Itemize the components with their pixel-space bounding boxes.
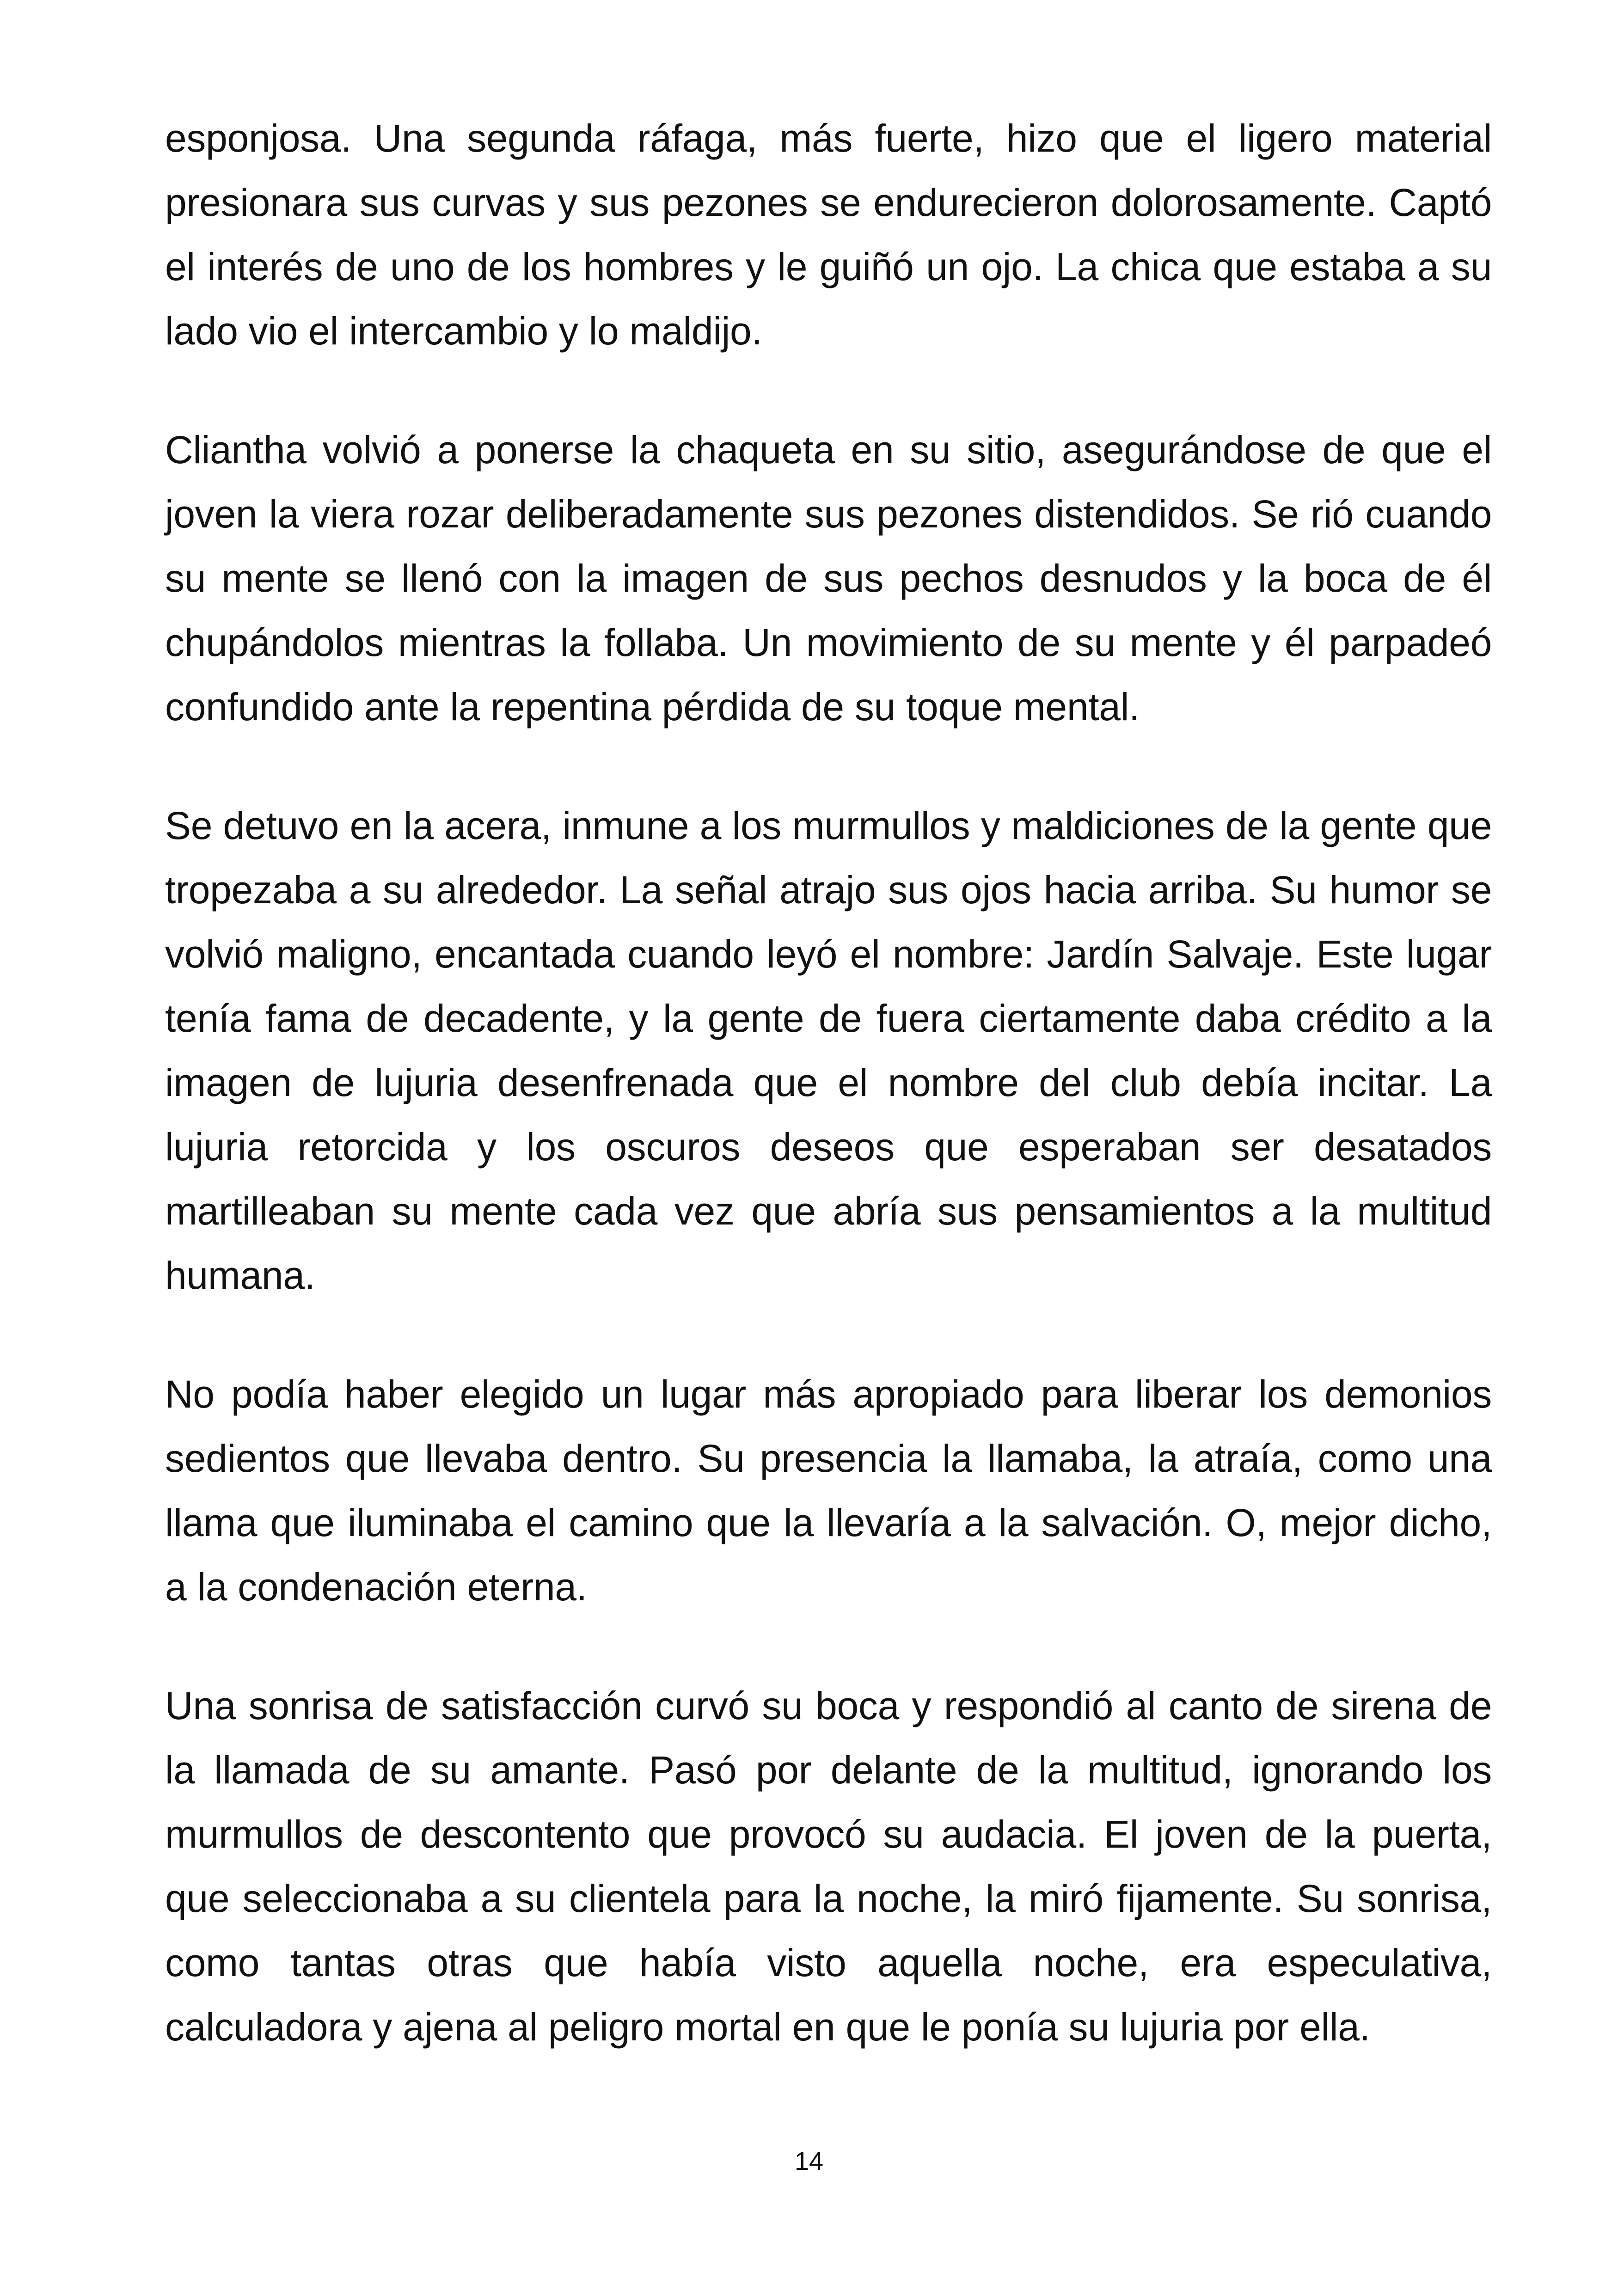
text-body [165, 106, 1492, 2059]
paragraph: Una sonrisa de satisfacción curvó su boca y respondió al canto de sirena de la llamada de su amante. Pasó por delante de la multitud, ignorando los murmullos de descontento que provocó su audacia. El joven de la puerta, que seleccionaba a su clientela para la noche, la miró fijamente. Su sonrisa, como tantas otras que había visto aquella noche, era especulativa, calculadora y ajena al peligro mortal en que le ponía su lujuria por ella. [165, 1684, 1492, 2049]
paragraph: esponjosa. Una segunda ráfaga, más fuerte, hizo que el ligero material presionara sus curvas y sus pezones se endurecieron dolorosamente. Captó el interés de uno de los hombres y le guiñó un ojo. La chica que estaba a su lado vio el intercambio y lo maldijo. [165, 116, 1492, 353]
paragraph: Se detuvo en la acera, inmune a los murmullos y maldiciones de la gente que tropezaba a su alrededor. La señal atrajo sus ojos hacia arriba. Su humor se volvió maligno, encantada cuando leyó el nombre: Jardín Salvaje. Este lugar tenía fama de decadente, y la gente de fuera ciertamente daba crédito a la imagen de lujuria desenfrenada que el nombre del club debía incitar. La lujuria retorcida y los oscuros deseos que esperaban ser desatados martilleaban su mente cada vez que abría sus pensamientos a la multitud humana. [165, 804, 1492, 1297]
paragraph: Cliantha volvió a ponerse la chaqueta en su sitio, asegurándose de que el joven la viera rozar deliberadamente sus pezones distendidos. Se rió cuando su mente se llenó con la imagen de sus pechos desnudos y la boca de él chupándolos mientras la follaba. Un movimiento de su mente y él parpadeó confundido ante la repentina pérdida de su toque mental. [165, 428, 1492, 729]
paragraph: No podía haber elegido un lugar más apropiado para liberar los demonios sedientos que llevaba dentro. Su presencia la llamaba, la atraía, como una llama que iluminaba el camino que la llevaría a la salvación. O, mejor dicho, a la condenación eterna. [165, 1372, 1492, 1609]
page-number: 14 [794, 2146, 824, 2175]
